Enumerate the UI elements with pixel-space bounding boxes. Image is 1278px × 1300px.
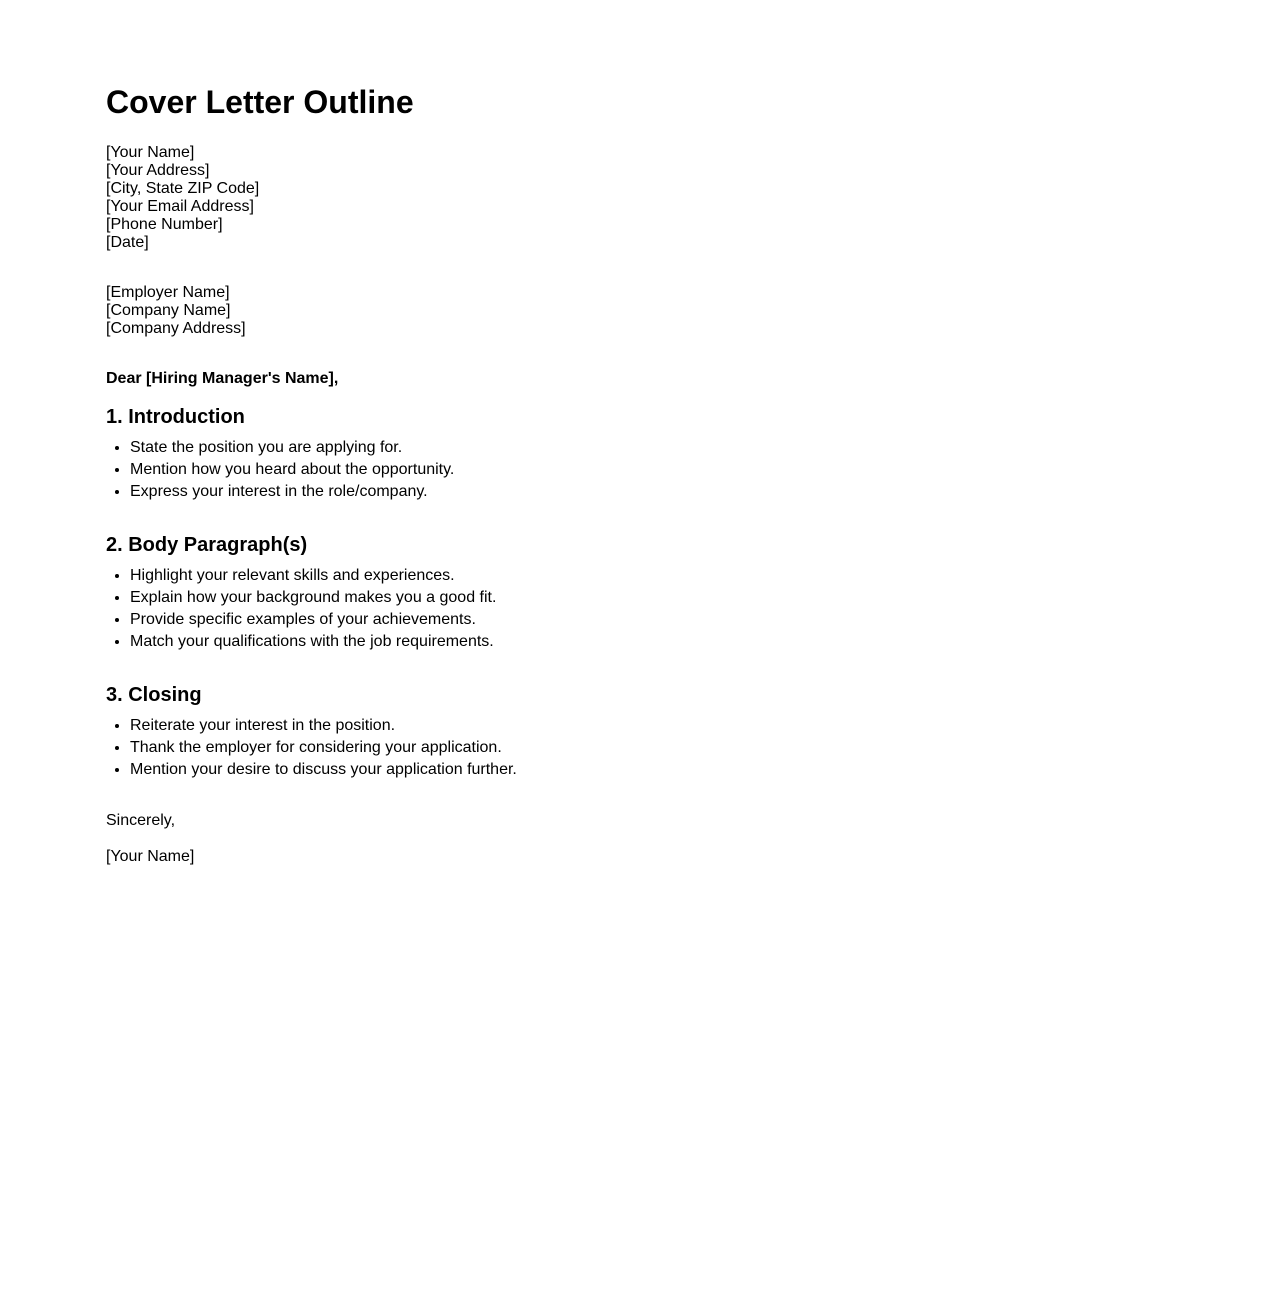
sender-block bbox=[106, 144, 1278, 252]
employer-name: [Employer Name] bbox=[106, 284, 230, 301]
introduction-list bbox=[106, 437, 1278, 503]
body-list bbox=[106, 565, 1278, 653]
letter-date: [Date] bbox=[106, 234, 149, 251]
list-item: • Provide specific examples of your achievements. bbox=[130, 609, 1278, 631]
page-title: Cover Letter Outline bbox=[106, 84, 414, 120]
sender-address: [Your Address] bbox=[106, 162, 210, 179]
list-item: • Thank the employer for considering your application. bbox=[130, 737, 1278, 759]
sender-city-state-zip: [City, State ZIP Code] bbox=[106, 180, 260, 197]
signoff: Sincerely, bbox=[106, 812, 176, 829]
company-name: [Company Name] bbox=[106, 302, 231, 319]
closing-list bbox=[106, 715, 1278, 781]
section-heading-body: 2. Body Paragraph(s) bbox=[106, 534, 308, 556]
signature-name: [Your Name] bbox=[106, 848, 195, 865]
list-item: • Express your interest in the role/company. bbox=[130, 481, 1278, 503]
company-address: [Company Address] bbox=[106, 320, 246, 337]
section-heading-introduction: 1. Introduction bbox=[106, 406, 245, 428]
list-item: • Mention your desire to discuss your application further. bbox=[130, 759, 1278, 781]
sender-email: [Your Email Address] bbox=[106, 198, 254, 215]
salutation: Dear [Hiring Manager's Name], bbox=[106, 370, 339, 387]
sender-name: [Your Name] bbox=[106, 144, 195, 161]
section-heading-closing: 3. Closing bbox=[106, 684, 202, 706]
list-item: • Reiterate your interest in the position. bbox=[130, 715, 1278, 737]
list-item: • Explain how your background makes you a good fit. bbox=[130, 587, 1278, 609]
sender-phone: [Phone Number] bbox=[106, 216, 223, 233]
recipient-block bbox=[106, 284, 1278, 338]
list-item: • Mention how you heard about the opportunity. bbox=[130, 459, 1278, 481]
list-item: • State the position you are applying for. bbox=[130, 437, 1278, 459]
list-item: • Match your qualifications with the job requirements. bbox=[130, 631, 1278, 653]
list-item: • Highlight your relevant skills and experiences. bbox=[130, 565, 1278, 587]
